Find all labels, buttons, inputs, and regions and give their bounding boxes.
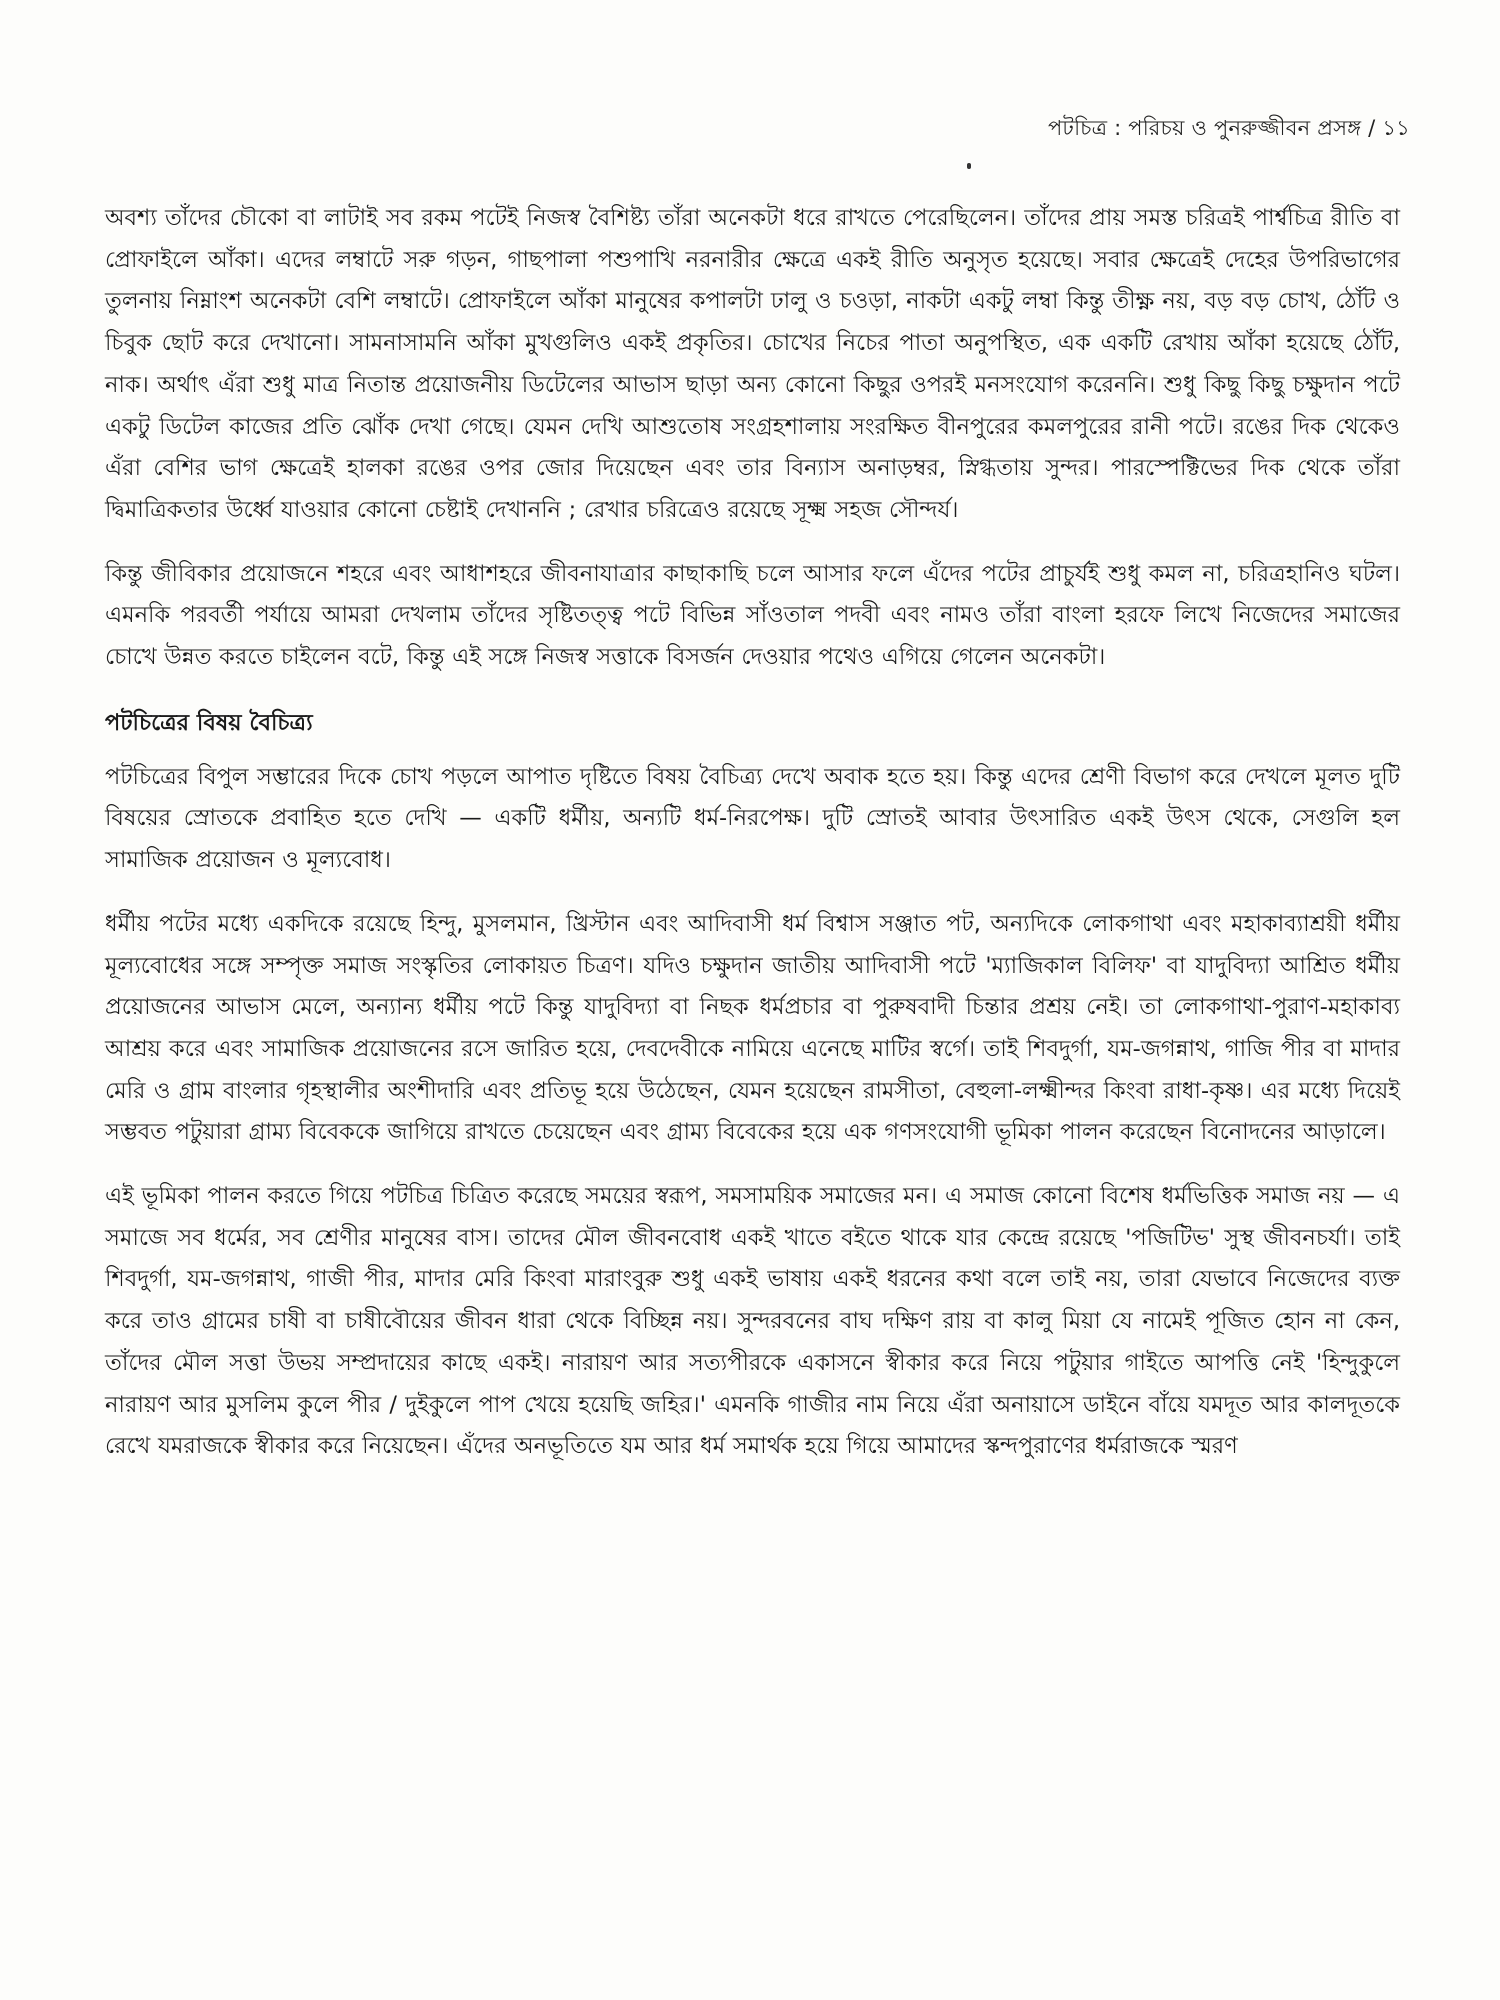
print-mark (967, 163, 971, 169)
section-heading: পটচিত্রের বিষয় বৈচিত্র্য (105, 709, 313, 736)
paragraph-5: এই ভূমিকা পালন করতে গিয়ে পটচিত্র চিত্রিত করেছে সময়ের স্বরূপ, সমসাময়িক সমাজের মন। এ সমাজ কোনো বিশেষ ধর্মভিত্তিক সমাজ নয় — এ সমাজে সব ধর্মের, সব শ্রেণীর মানুষের বাস। তাদের মৌল জীবনবোধ একই খাতে বইতে থাকে যার কেন্দ্রে রয়েছে 'পজিটিভ' সুস্থ জীবনচর্যা। তাই শিবদুর্গা, যম-জগন্নাথ, গাজী পীর, মাদার মেরি কিংবা মারাংবুরু শুধু একই ভাষায় একই ধরনের কথা বলে তাই নয়, তারা যেভাবে নিজেদের ব্যক্ত করে তাও গ্রামের চাষী বা চাষীবৌয়ের জীবন ধারা থেকে বিচ্ছিন্ন নয়। সুন্দরবনের বাঘ দক্ষিণ রায় বা কালু মিয়া যে নামেই পূজিত হোন না কেন, তাঁদের মৌল সত্তা উভয় সম্প্রদায়ের কাছে একই। নারায়ণ আর সত্যপীরকে একাসনে স্বীকার করে নিয়ে পটুয়ার গাইতে আপত্তি নেই 'হিন্দুকুলে নারায়ণ আর মুসলিম কুলে পীর / দুইকুলে পাপ খেয়ে হয়েছি জহির।' এমনকি গাজীর নাম নিয়ে এঁরা অনায়াসে ডাইনে বাঁয়ে যমদূত আর কালদূতকে রেখে যমরাজকে স্বীকার করে নিয়েছেন। এঁদের অনভূতিতে যম আর ধর্ম সমার্থক হয়ে গিয়ে আমাদের স্কন্দপুরাণের ধর্মরাজকে স্মরণ (105, 1183, 1400, 1460)
paragraph-2: কিন্তু জীবিকার প্রয়োজনে শহরে এবং আধাশহরে জীবনাযাত্রার কাছাকাছি চলে আসার ফলে এঁদের পটের প্রাচুর্যই শুধু কমল না, চরিত্রহানিও ঘটল। এমনকি পরবর্তী পর্যায়ে আমরা দেখলাম তাঁদের সৃষ্টিতত্ত্ব পটে বিভিন্ন সাঁওতাল পদবী এবং নামও তাঁরা বাংলা হরফে লিখে নিজেদের সমাজের চোখে উন্নত করতে চাইলেন বটে, কিন্তু এই সঙ্গে নিজস্ব সত্তাকে বিসর্জন দেওয়ার পথেও এগিয়ে গেলেন অনেকটা। (105, 560, 1400, 671)
page-body (105, 198, 1400, 1490)
paragraph-1: অবশ্য তাঁদের চৌকো বা লাটাই সব রকম পটেই নিজস্ব বৈশিষ্ট্য তাঁরা অনেকটা ধরে রাখতে পেরেছিলেন। তাঁদের প্রায় সমস্ত চরিত্রই পার্শ্বচিত্র রীতি বা প্রোফাইলে আঁকা। এদের লম্বাটে সরু গড়ন, গাছপালা পশুপাখি নরনারীর ক্ষেত্রে একই রীতি অনুসৃত হয়েছে। সবার ক্ষেত্রেই দেহের উপরিভাগের তুলনায় নিম্নাংশ অনেকটা বেশি লম্বাটে। প্রোফাইলে আঁকা মানুষের কপালটা ঢালু ও চওড়া, নাকটা একটু লম্বা কিন্তু তীক্ষ্ণ নয়, বড় বড় চোখ, ঠোঁট ও চিবুক ছোট করে দেখানো। সামনাসামনি আঁকা মুখগুলিও একই প্রকৃতির। চোখের নিচের পাতা অনুপস্থিত, এক একটি রেখায় আঁকা হয়েছে ঠোঁট, নাক। অর্থাৎ এঁরা শুধু মাত্র নিতান্ত প্রয়োজনীয় ডিটেলের আভাস ছাড়া অন্য কোনো কিছুর ওপরই মনসংযোগ করেননি। শুধু কিছু কিছু চক্ষুদান পটে একটু ডিটেল কাজের প্রতি ঝোঁক দেখা গেছে। যেমন দেখি আশুতোষ সংগ্রহশালায় সংরক্ষিত বীনপুরের কমলপুরের রানী পটে। রঙের দিক থেকেও এঁরা বেশির ভাগ ক্ষেত্রেই হালকা রঙের ওপর জোর দিয়েছেন এবং তার বিন্যাস অনাড়ম্বর, স্নিগ্ধতায় সুন্দর। পারস্পেক্টিভের দিক থেকে তাঁরা দ্বিমাত্রিকতার উর্ধ্বে যাওয়ার কোনো চেষ্টাই দেখাননি ; রেখার চরিত্রেও রয়েছে সূক্ষ্ম সহজ সৌন্দর্য। (105, 205, 1400, 523)
running-head: পটচিত্র : পরিচয় ও পুনরুজ্জীবন প্রসঙ্গ / ১১ (1047, 116, 1410, 140)
paragraph-3: পটচিত্রের বিপুল সম্ভারের দিকে চোখ পড়লে আপাত দৃষ্টিতে বিষয় বৈচিত্র্য দেখে অবাক হতে হয়। কিন্তু এদের শ্রেণী বিভাগ করে দেখলে মূলত দুটি বিষয়ের স্রোতকে প্রবাহিত হতে দেখি — একটি ধর্মীয়, অন্যটি ধর্ম-নিরপেক্ষ। দুটি স্রোতই আবার উৎসারিত একই উৎস থেকে, সেগুলি হল সামাজিক প্রয়োজন ও মূল্যবোধ। (105, 763, 1400, 874)
paragraph-4: ধর্মীয় পটের মধ্যে একদিকে রয়েছে হিন্দু, মুসলমান, খ্রিস্টান এবং আদিবাসী ধর্ম বিশ্বাস সঞ্জাত পট, অন্যদিকে লোকগাথা এবং মহাকাব্যাশ্রয়ী ধর্মীয় মূল্যবোধের সঙ্গে সম্পৃক্ত সমাজ সংস্কৃতির লোকায়ত চিত্রণ। যদিও চক্ষুদান জাতীয় আদিবাসী পটে 'ম্যাজিকাল বিলিফ' বা যাদুবিদ্যা আশ্রিত ধর্মীয় প্রয়োজনের আভাস মেলে, অন্যান্য ধর্মীয় পটে কিন্তু যাদুবিদ্যা বা নিছক ধর্মপ্রচার বা পুরুষবাদী চিন্তার প্রশ্রয় নেই। তা লোকগাথা-পুরাণ-মহাকাব্য আশ্রয় করে এবং সামাজিক প্রয়োজনের রসে জারিত হয়ে, দেবদেবীকে নামিয়ে এনেছে মাটির স্বর্গে। তাই শিবদুর্গা, যম-জগন্নাথ, গাজি পীর বা মাদার মেরি ও গ্রাম বাংলার গৃহস্থালীর অংশীদারি এবং প্রতিভূ হয়ে উঠেছেন, যেমন হয়েছেন রামসীতা, বেহুলা-লক্ষ্মীন্দর কিংবা রাধা-কৃষ্ণ। এর মধ্যে দিয়েই সম্ভবত পটুয়ারা গ্রাম্য বিবেককে জাগিয়ে রাখতে চেয়েছেন এবং গ্রাম্য বিবেকের হয়ে এক গণসংযোগী ভূমিকা পালন করেছেন বিনোদনের আড়ালে। (105, 910, 1400, 1146)
